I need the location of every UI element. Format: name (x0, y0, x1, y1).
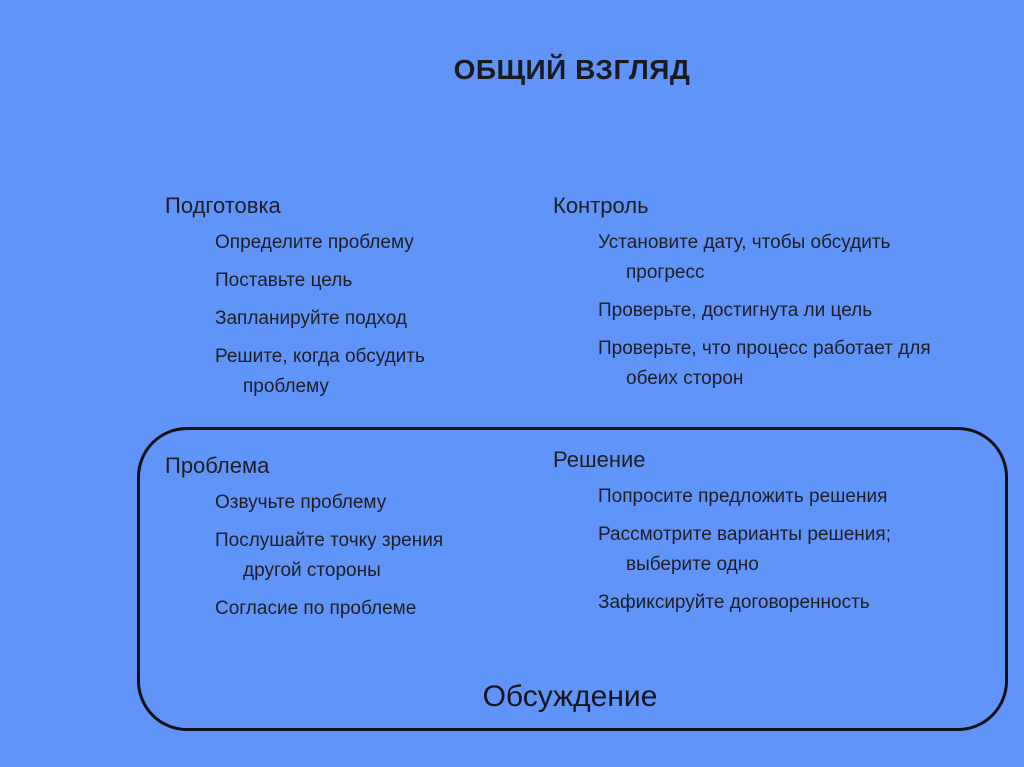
list-item: Решите, когда обсудить проблему (215, 346, 425, 397)
section-heading-preparation: Подготовка (165, 193, 281, 218)
section-control (553, 192, 953, 402)
control-list (553, 228, 953, 394)
list-item: Проверьте, достигнута ли цель (598, 300, 873, 321)
list-item: Согласие по проблеме (215, 598, 417, 619)
list-item: Проверьте, что процесс работает для обеих сторон (598, 338, 931, 389)
section-heading-control: Контроль (553, 193, 649, 218)
preparation-list (165, 228, 505, 402)
section-solution (553, 446, 973, 626)
list-item: Рассмотрите варианты решения; выберите одно (598, 524, 891, 575)
problem-list (165, 488, 505, 624)
section-heading-solution: Решение (553, 447, 646, 472)
section-problem (165, 452, 505, 632)
list-item: Послушайте точку зрения другой стороны (215, 530, 444, 581)
section-preparation (165, 192, 505, 410)
list-item: Установите дату, чтобы обсудить прогресс (598, 232, 891, 283)
list-item: Озвучьте проблему (215, 492, 387, 513)
list-item: Поставьте цель (215, 270, 353, 291)
slide-title: ОБЩИЙ ВЗГЛЯД (453, 54, 691, 85)
list-item: Определите проблему (215, 232, 414, 253)
list-item: Попросите предложить решения (598, 486, 888, 507)
section-heading-problem: Проблема (165, 453, 270, 478)
list-item: Зафиксируйте договоренность (598, 592, 870, 613)
list-item: Запланируйте подход (215, 308, 407, 329)
solution-list (553, 482, 973, 618)
discussion-label: Обсуждение (482, 680, 658, 713)
